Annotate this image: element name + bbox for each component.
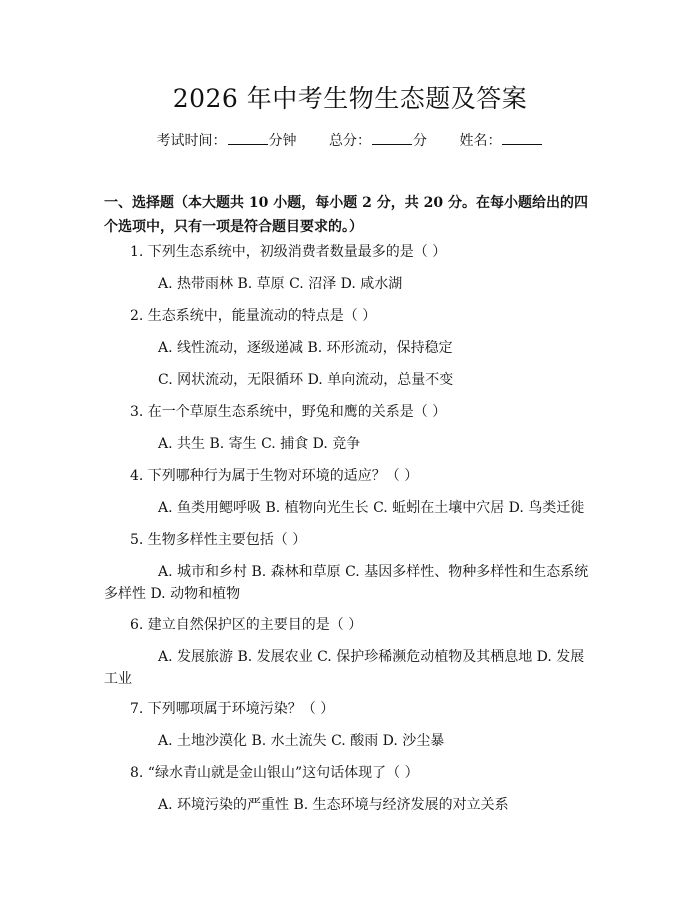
question-options: A. 线性流动，逐级递减 B. 环形流动，保持稳定 — [158, 340, 453, 356]
question-options: A. 环境污染的严重性 B. 生态环境与经济发展的对立关系 — [158, 797, 509, 813]
exam-info-line — [0, 130, 700, 151]
question-options: A. 共生 B. 寄生 C. 捕食 D. 竞争 — [158, 436, 361, 452]
total-score-unit: 分 — [413, 133, 427, 149]
question-stem: 4. 下列哪种行为属于生物对环境的适应？（ ） — [130, 468, 419, 484]
student-name-blank — [502, 130, 542, 145]
question-stem: 8. “绿水青山就是金山银山”这句话体现了（ ） — [130, 765, 419, 781]
question-stem: 5. 生物多样性主要包括（ ） — [130, 532, 307, 548]
question-stem: 3. 在一个草原生态系统中，野兔和鹰的关系是（ ） — [130, 404, 447, 420]
question-options: A. 城市和乡村 B. 森林和草原 C. 基因多样性、物种多样性和生态系统多样性 D. 动物和植物 — [104, 564, 589, 602]
exam-time — [157, 130, 297, 151]
question-options: A. 发展旅游 B. 发展农业 C. 保护珍稀濒危动植物及其栖息地 D. 发展工业 — [104, 649, 585, 687]
student-name — [459, 130, 543, 151]
question-options: A. 热带雨林 B. 草原 C. 沼泽 D. 咸水湖 — [158, 276, 403, 292]
total-score-label: 总分： — [329, 133, 371, 149]
question-stem: 7. 下列哪项属于环境污染？（ ） — [130, 701, 335, 717]
exam-time-unit: 分钟 — [268, 133, 297, 149]
section-heading: 一、选择题（本大题共 10 小题，每小题 2 分，共 20 分。在每小题给出的四个选项中，只有一项是符合题目要求的。） — [104, 195, 588, 235]
question-stem: 1. 下列生态系统中，初级消费者数量最多的是（ ） — [130, 244, 447, 260]
question-stem: 2. 生态系统中，能量流动的特点是（ ） — [130, 308, 377, 324]
question-stem: 6. 建立自然保护区的主要目的是（ ） — [130, 617, 363, 633]
student-name-label: 姓名： — [459, 133, 502, 149]
exam-time-blank — [228, 130, 268, 145]
question-options: C. 网状流动，无限循环 D. 单向流动，总量不变 — [158, 372, 454, 388]
total-score — [329, 130, 427, 151]
question-options: A. 鱼类用鳃呼吸 B. 植物向光生长 C. 蚯蚓在土壤中穴居 D. 鸟类迁徙 — [158, 500, 585, 516]
exam-time-label: 考试时间： — [156, 133, 227, 149]
total-score-blank — [372, 130, 412, 145]
question-options: A. 土地沙漠化 B. 水土流失 C. 酸雨 D. 沙尘暴 — [158, 733, 445, 749]
page-title: 2026 年中考生物生态题及答案 — [172, 84, 528, 113]
